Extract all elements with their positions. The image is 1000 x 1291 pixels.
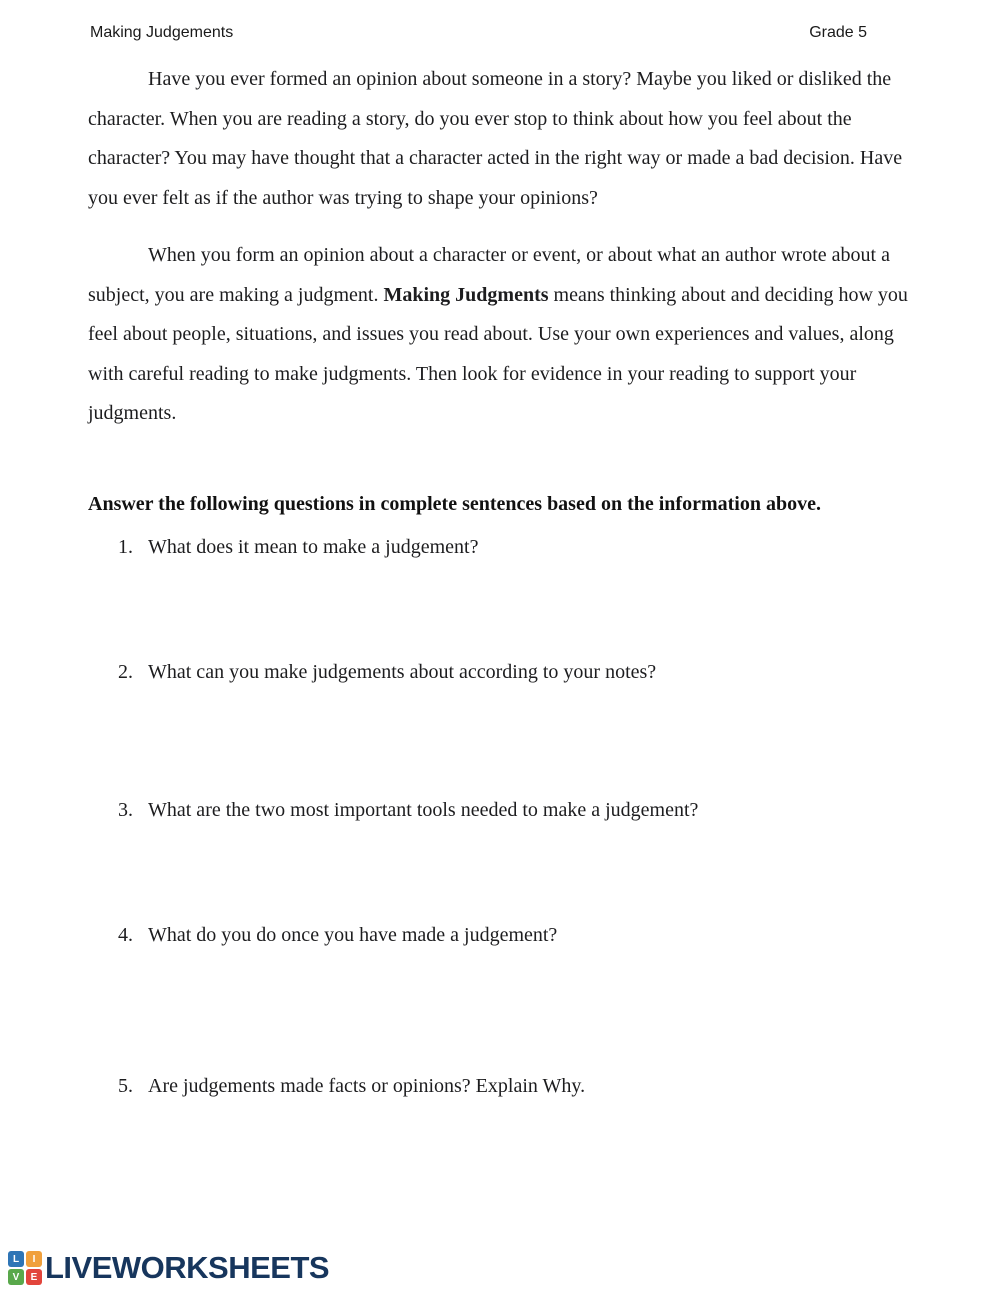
question-text: What do you do once you have made a judgement?	[148, 923, 558, 946]
liveworksheets-logo-icon	[8, 1251, 42, 1285]
question-item-3	[88, 791, 924, 831]
question-number: 3.	[118, 799, 133, 821]
question-number: 4.	[118, 923, 133, 946]
question-text: What can you make judgements about according to your notes?	[148, 660, 657, 683]
question-item-1	[88, 528, 924, 568]
liveworksheets-logo-text: LIVEWORKSHEETS	[45, 1250, 330, 1285]
paragraph-2-text-start: When you form an opinion about a character or event, or about what an author wrote about a subject, you are making a judgment.	[88, 244, 890, 306]
question-list	[88, 528, 924, 1107]
question-number: 5.	[118, 1075, 133, 1097]
logo-tile-e: E	[26, 1269, 42, 1285]
grade-label: Grade 5	[809, 24, 867, 41]
passage-paragraph-2	[88, 236, 924, 434]
question-item-5	[88, 1067, 924, 1107]
question-item-4	[88, 916, 924, 956]
worksheet-title: Making Judgements	[90, 24, 234, 41]
passage-paragraph-1: Have you ever formed an opinion about someone in a story? Maybe you liked or disliked the character. When you are reading a story, do you ever stop to think about how you feel about the character? You may have thought that a character acted in the right way or made a bad decision. Have you ever felt as if the author was trying to shape your opinions?	[88, 68, 903, 209]
logo-tile-l: L	[8, 1251, 24, 1267]
logo-tile-i: I	[26, 1251, 42, 1267]
question-number: 2.	[118, 660, 133, 683]
instructions-heading: Answer the following questions in complete sentences based on the information above.	[88, 492, 821, 515]
page-header	[90, 24, 867, 42]
question-text: What does it mean to make a judgement?	[148, 536, 479, 558]
question-number: 1.	[118, 536, 133, 558]
liveworksheets-logo[interactable]	[8, 1251, 329, 1285]
paragraph-2-text-end: means thinking about and deciding how you feel about people, situations, and issues you read about. Use your own experiences and values, along with careful reading to make judgments. Then look for evidence in your reading to support your judgments.	[88, 283, 908, 424]
question-text: Are judgements made facts or opinions? Explain Why.	[148, 1075, 586, 1097]
question-text: What are the two most important tools needed to make a judgement?	[148, 799, 699, 821]
paragraph-2-bold-term: Making Judgments	[383, 283, 549, 306]
question-item-2	[88, 653, 924, 693]
worksheet-content	[88, 60, 924, 1107]
logo-tile-v: V	[8, 1269, 24, 1285]
